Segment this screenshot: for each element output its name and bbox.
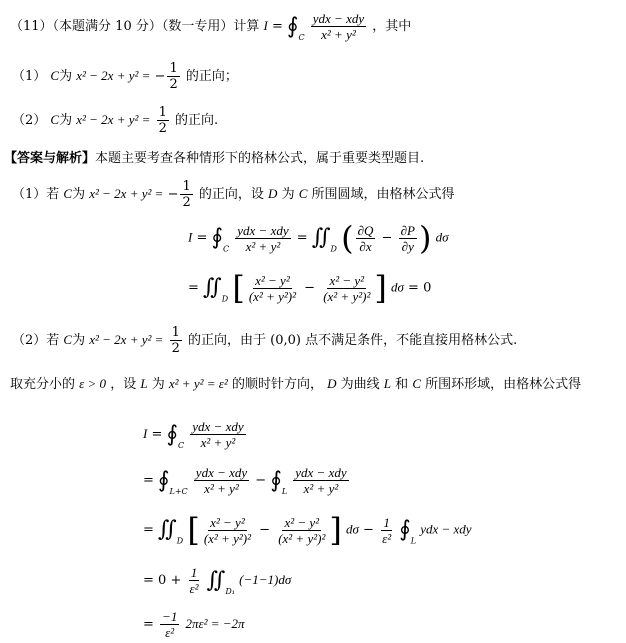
contour-integral-sign: ∮ <box>158 467 170 493</box>
origin-point: (0,0) <box>270 333 301 348</box>
part-2-tail: 点不满足条件，不能直接用格林公式. <box>305 333 518 348</box>
math-C: C <box>50 68 60 83</box>
math-C: C <box>63 332 73 347</box>
part-1-prefix: （1）若 <box>12 187 60 202</box>
math-eq: = <box>188 280 199 296</box>
part-3-and: 和 <box>395 377 409 392</box>
d-sigma: dσ <box>345 521 359 537</box>
integral-subscript: C <box>223 244 230 254</box>
integral-subscript: D₁ <box>225 587 236 596</box>
part-2-suffix: 的正向，由于 <box>187 333 266 348</box>
integral-subscript: L <box>410 536 417 546</box>
case-1-prefix: （1） <box>12 69 47 84</box>
integrand-fraction: $\frac{\text{ydx − xdy}}{\text{x² + y²}}$ <box>195 465 248 496</box>
part-1-suffix: 的正向，设 <box>198 187 264 202</box>
equation-green-2: = $∬_D$ [ $\frac{\text{x² − y²}}{\text{(x² + y²)²}}$ − $\frac{\text{x² − y²}}{\text{(x² + y²)²}}$ ] dσ = 0 <box>188 269 432 307</box>
problem-header-tail: ，其中 <box>372 19 412 34</box>
minus-sign: − <box>259 522 271 538</box>
case-1: （1） C为 x² − 2x + y² = − $\frac{1}{2}$ 的正向； <box>12 61 238 92</box>
contour-integral-sign: ∮ <box>166 421 178 447</box>
part-3-set: ，设 <box>110 377 137 392</box>
neg-inverse-eps-fraction: $\frac{-1}{\text{ε²}}$ <box>162 609 178 640</box>
math-I: I <box>263 18 268 33</box>
math-eq: = <box>408 280 419 296</box>
minus-sign: − <box>363 522 374 538</box>
curve-expression: x² − 2x + y² = <box>76 112 151 127</box>
final-result: 2πε² = −2π <box>185 616 245 631</box>
part-3 <box>10 377 581 391</box>
math-eq: = <box>143 617 154 632</box>
math-C: C <box>50 112 60 127</box>
contour-integral-sign: ∮ <box>287 13 299 39</box>
equation-ring-2 <box>143 466 351 496</box>
curve-expression: x² − 2x + y² = <box>89 332 164 347</box>
integrand-fraction: $\frac{\text{ydx − xdy}}{\text{x² + y²}}$ <box>237 222 289 254</box>
part-3-lead: 取充分小的 <box>10 377 76 392</box>
integrand-fraction: $\frac{\text{ydx − xdy}}{\text{x² + y²}}$ <box>295 465 347 496</box>
minus-sign: − <box>154 69 166 84</box>
part-3-circle: 为 <box>151 377 165 392</box>
contour-integral-sign: ∮ <box>270 467 282 493</box>
math-eq: = <box>196 230 208 246</box>
part-3-clockwise: 的顺时针方向， <box>231 377 323 392</box>
partial-fraction-1: $\frac{\text{x² − y²}}{\text{(x² + y²)²}}$ <box>248 272 296 304</box>
double-integral-sign: ∬ <box>206 567 226 593</box>
integral-subscript: C <box>178 441 185 450</box>
half-fraction: $\frac{1}{2}$ <box>171 325 180 356</box>
equation-green-1: $I = ∮_C$ $\frac{\text{ydx − xdy}}{\text{x² + y²}}$ = $∬_D$ ( $\frac{\partial Q}{\partial x}$ − $\frac{\partial P}{\partial y}$ ) dσ <box>188 219 449 257</box>
integral-subscript: L <box>281 487 288 496</box>
integral-subscript: L+C <box>169 487 188 496</box>
math-D: D <box>268 186 278 201</box>
part-1-tail: 所围圆域，由格林公式得 <box>311 187 455 202</box>
math-I: I <box>188 229 193 245</box>
zero-plus: 0 + <box>158 573 182 588</box>
math-eq: = <box>296 230 308 246</box>
math-C: C <box>298 186 308 201</box>
curve-expression: x² − 2x + y² = <box>76 68 151 83</box>
integrand-fraction: $\frac{\text{ydx − xdy}}{\text{x² + y²}}$ <box>312 11 365 42</box>
part-2-prefix: （2）若 <box>12 333 60 348</box>
d-sigma: dσ <box>390 279 404 295</box>
answer-tag: 【答案与解析】 <box>4 151 96 166</box>
minus-sign: − <box>167 187 179 202</box>
case-2: （2） C为 x² − 2x + y² = $\frac{1}{2}$ 的正向. <box>12 105 219 136</box>
case-2-prefix: （2） <box>12 113 47 128</box>
part-1: （1）若 C为 x² − 2x + y² = − $\frac{1}{2}$ 的正向，设 D 为 C 所围圆域，由格林公式得 <box>12 179 455 210</box>
math-eq: = <box>143 522 154 538</box>
minus-sign: − <box>255 473 267 488</box>
math-L: L <box>140 376 148 391</box>
half-fraction: $\frac{1}{2}$ <box>182 179 191 210</box>
math-eq: = <box>271 19 283 34</box>
math-eq: = <box>143 573 154 588</box>
case-2-suffix: 的正向. <box>174 113 219 128</box>
partial-fraction-2: $\frac{\text{x² − y²}}{\text{(x² + y²)²}}$ <box>323 272 371 304</box>
problem-header-text: （11）（本题满分 10 分）（数一专用）计算 <box>10 19 260 34</box>
integrand-fraction: $\frac{\text{ydx − xdy}}{\text{x² + y²}}$ <box>192 419 244 450</box>
contour-integral-sign: ∮ <box>399 517 411 542</box>
integral-subscript: C <box>298 33 305 42</box>
minus-sign: − <box>304 280 316 296</box>
equation-ring-3: = $∬_D$ [ $\frac{\text{x² − y²}}{\text{(x² + y²)²}}$ − $\frac{\text{x² − y²}}{\text{(x² + y²)²}}$ ] dσ − $\frac{1}{\text{ε²}}$ $∮_L$ ydx − xdy <box>143 511 472 549</box>
math-I: I <box>143 426 148 441</box>
math-C: C <box>412 376 421 391</box>
double-integral-sign: ∬ <box>311 225 331 250</box>
part-1-region: 为 <box>281 187 295 202</box>
integral-subscript: D <box>221 294 229 304</box>
half-fraction: $\frac{1}{2}$ <box>158 105 167 136</box>
part-3-curve: 为曲线 <box>340 377 380 392</box>
dQdx-fraction: $\frac{\partial Q}{\partial x}$ <box>357 222 374 254</box>
partial-fraction-1: $\frac{\text{x² − y²}}{\text{(x² + y²)²}}$ <box>203 514 251 546</box>
dPdy-fraction: $\frac{\partial P}{\partial y}$ <box>400 222 415 254</box>
equation-ring-5 <box>143 610 245 639</box>
equation-ring-1 <box>143 420 248 450</box>
math-C: C <box>63 186 73 201</box>
integral-subscript: D <box>330 244 337 254</box>
math-L: L <box>383 376 392 391</box>
line-integrand: ydx − xdy <box>420 521 472 537</box>
math-eq: = <box>151 427 163 442</box>
answer-heading <box>4 152 424 165</box>
math-eq: = <box>143 473 154 488</box>
case-1-suffix: 的正向； <box>185 69 238 84</box>
problem-header <box>10 12 411 42</box>
circle-expression: x² + y² = ε² <box>168 376 228 391</box>
partial-fraction-2: $\frac{\text{x² − y²}}{\text{(x² + y²)²}}$ <box>278 514 326 546</box>
double-integral-sign: ∬ <box>203 275 222 300</box>
inverse-eps-fraction: $\frac{1}{\text{ε²}}$ <box>189 565 199 596</box>
answer-intro: 本题主要考查各种情形下的格林公式，属于重要类型题目. <box>95 151 425 166</box>
half-fraction: $\frac{1}{2}$ <box>169 61 178 92</box>
contour-integral-sign: ∮ <box>211 225 223 250</box>
inverse-eps-fraction: $\frac{1}{\text{ε²}}$ <box>382 514 392 546</box>
d-sigma: dσ <box>435 229 449 245</box>
double-integral-sign: ∬ <box>158 517 177 542</box>
part-2: （2）若 C为 x² − 2x + y² = $\frac{1}{2}$ 的正向，由于 (0,0) 点不满足条件，不能直接用格林公式. <box>12 325 518 356</box>
epsilon-condition: ε > 0 <box>79 376 107 391</box>
part-3-ring: 所围环形域，由格林公式得 <box>425 377 582 392</box>
equation-ring-4 <box>143 566 291 596</box>
math-zero: 0 <box>423 280 432 296</box>
double-integral-body: (−1−1)dσ <box>239 572 292 587</box>
curve-expression: x² − 2x + y² = <box>89 186 164 201</box>
integral-subscript: D <box>176 536 184 546</box>
math-D: D <box>327 376 337 391</box>
minus-sign: − <box>381 230 393 246</box>
